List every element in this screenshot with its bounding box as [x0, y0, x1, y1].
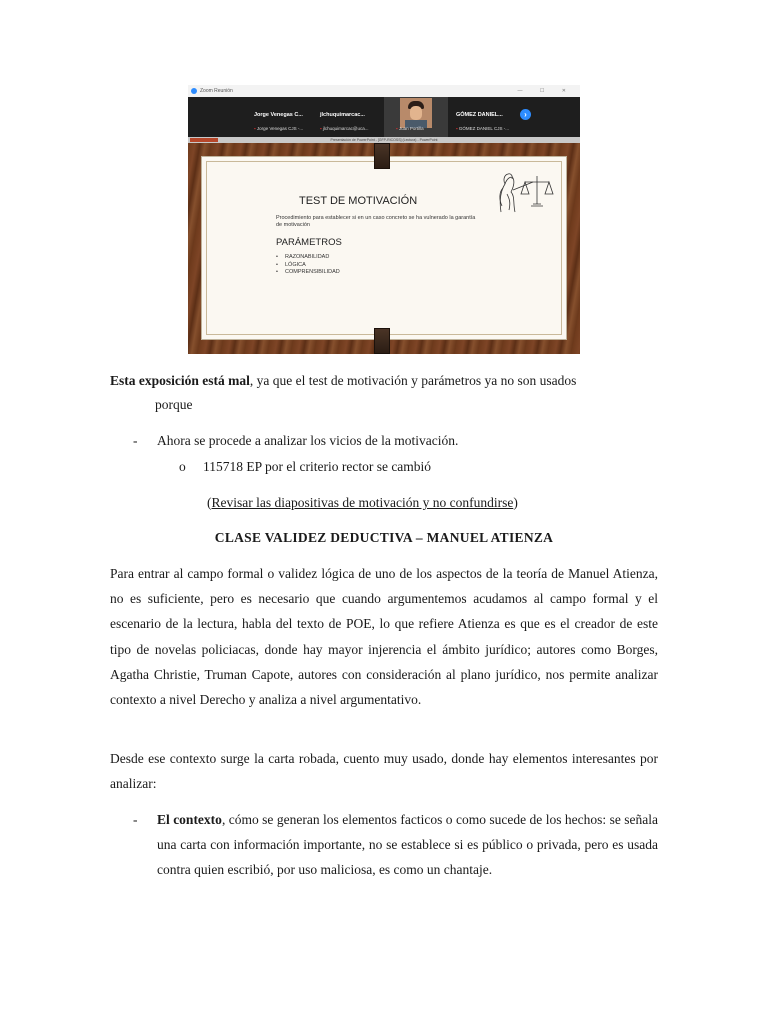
participant-tile — [452, 97, 516, 137]
participant-tile-video — [384, 97, 448, 137]
mic-off-icon: ▪ — [396, 126, 399, 131]
slide-description: Procedimiento para establecer si en un caso concreto se ha vulnerado la garantía de motivación — [276, 215, 476, 228]
section-heading: CLASE VALIDEZ DEDUCTIVA – MANUEL ATIENZA — [214, 530, 554, 545]
participant-name: GÓMEZ DANIEL... — [456, 112, 503, 118]
window-controls: — ☐ ✕ — [517, 88, 574, 94]
participant-name: Jorge Venegas C... — [254, 112, 303, 118]
mic-off-icon: ▪ — [456, 126, 459, 131]
paragraph-intro-continuation: porque — [155, 397, 193, 412]
slide-subtitle: PARÁMETROS — [276, 237, 342, 248]
zoom-title-bar — [188, 85, 580, 97]
participant-subtitle: ▪ Jorge Venegas CJS -... — [254, 126, 304, 131]
participant-strip — [188, 97, 580, 137]
list-dash: - — [133, 812, 138, 827]
participant-video — [400, 98, 432, 128]
participant-subtitle: ▪ Juan Portilla — [396, 126, 424, 131]
list-dash: - — [133, 433, 138, 448]
participant-name: jlchuquimarcac... — [320, 112, 365, 118]
slide-list-item: • LÓGICA — [276, 262, 340, 270]
next-participants-button[interactable]: › — [520, 109, 531, 120]
sublist-item: 115718 EP por el criterio rector se cambió — [203, 459, 432, 474]
justice-scale-icon — [493, 170, 555, 214]
note-line: (Revisar las diapositivas de motivación y no confundirse) — [207, 495, 518, 510]
paragraph-intro: Esta exposición está mal, ya que el test de motivación y parámetros ya no son usados — [110, 373, 577, 388]
paragraph-carta-robada: Desde ese contexto surge la carta robada, cuento muy usado, donde hay elementos interesantes por analizar: — [110, 751, 658, 792]
participant-subtitle: ▪ jlchuquimarcac@uca... — [320, 126, 369, 131]
zoom-icon — [191, 88, 197, 94]
participant-tile — [316, 97, 380, 137]
bottom-clip — [374, 328, 390, 354]
top-clip — [374, 143, 390, 169]
list-item-contexto: El contexto, cómo se generan los elementos facticos o como sucede de los hechos: se señala una carta con información importante, no se establece si es público o privada, pero es usada contra quien escribió, por uso maliciosa, es como un chantaje. — [157, 812, 658, 878]
participant-subtitle: ▪ GÓMEZ DANIEL CJS -... — [456, 126, 509, 131]
zoom-window-title: Zoom Reunión — [200, 88, 233, 94]
slide-title: TEST DE MOTIVACIÓN — [299, 195, 418, 207]
sublist-marker: o — [179, 459, 186, 474]
note-text: Revisar las diapositivas de motivación y no confundirse — [211, 495, 514, 510]
slide-list-item: • COMPRENSIBILIDAD — [276, 269, 340, 277]
powerpoint-ribbon — [190, 138, 218, 142]
mic-off-icon: ▪ — [254, 126, 257, 131]
mic-off-icon: ▪ — [320, 126, 323, 131]
powerpoint-title: Presentación de PowerPoint - [GFP-RICOSS] (Lectura) - PowerPoint — [330, 138, 438, 142]
participant-tile — [250, 97, 314, 137]
paragraph-atienza: Para entrar al campo formal o validez lógica de uno de los aspectos de la teoría de Manuel Atienza, no es suficiente, pero es necesario que cuando argumentemos acudamos al campo formal y el escenario de la lectura, habla del texto de POE, lo que refiere Atienza es que es el creador de este tipo de novelas policiacas, donde hay mayor injerencia el ámbito jurídico; autores como Borges, Agatha Christie, Truman Capote, autores con consideración al plano jurídico, nos permite analizar contexto a nivel Derecho y analiza a nivel argumentativo. — [110, 566, 658, 708]
embedded-screenshot — [188, 85, 580, 354]
slide-list-item: • RAZONABILIDAD — [276, 254, 340, 262]
slide-parameter-list — [276, 254, 340, 277]
list-item: Ahora se procede a analizar los vicios de la motivación. — [157, 433, 459, 448]
